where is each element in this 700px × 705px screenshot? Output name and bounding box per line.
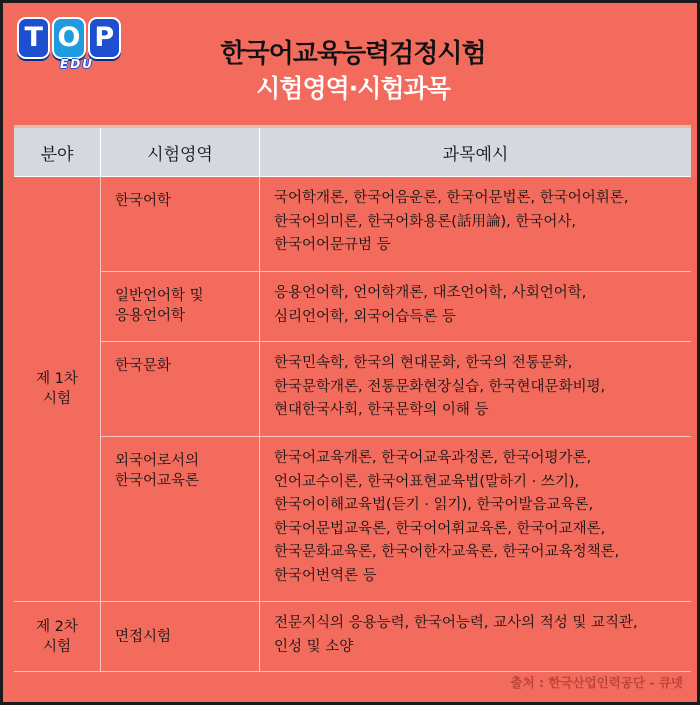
subjects-cell (260, 272, 692, 342)
subjects-text: 언어교수이론, 한국어표현교육법(말하기 · 쓰기), (274, 473, 580, 490)
category-cell (14, 177, 101, 602)
table-row (14, 342, 691, 437)
table-row (14, 602, 691, 672)
subjects-text: 한국문학개론, 전통문화현장실습, 한국현대문화비평, (274, 378, 606, 395)
area-text: 일반언어학 및 (115, 288, 204, 304)
category-text: 시험 (42, 391, 71, 407)
column-header-area: 시험영역 (101, 127, 260, 177)
exam-table (14, 125, 691, 672)
category-text: 제 1차 (36, 371, 78, 387)
subjects-text: 한국민속학, 한국의 현대문화, 한국의 전통문화, (274, 355, 573, 371)
logo-letter: T (17, 17, 50, 59)
category-cell (14, 602, 101, 672)
subjects-cell (260, 602, 692, 672)
source-credit: 출처 : 한국산업인력공단 - 큐넷 (510, 675, 683, 690)
area-cell (101, 437, 260, 602)
subjects-text: 한국어이해교육법(듣기 · 읽기), 한국어발음교육론, (274, 497, 594, 513)
area-text: 면접시험 (115, 628, 172, 645)
subjects-text: 응용언어학, 언어학개론, 대조언어학, 사회언어학, (274, 285, 587, 301)
area-text: 응용언어학 (115, 308, 186, 324)
subjects-text: 인성 및 소양 (274, 638, 354, 655)
subjects-text: 현대한국사회, 한국문학의 이해 등 (274, 402, 489, 418)
column-header-subjects: 과목예시 (260, 127, 692, 177)
category-text: 제 2차 (36, 618, 78, 635)
table-row (14, 272, 691, 342)
subjects-text: 한국어교육개론, 한국어교육과정론, 한국어평가론, (274, 450, 592, 466)
logo-letter: O (52, 17, 85, 59)
subjects-cell (260, 342, 692, 437)
column-header-field: 분야 (14, 127, 101, 177)
area-cell (101, 272, 260, 342)
subjects-text: 국어학개론, 한국어음운론, 한국어문법론, 한국어어휘론, (274, 190, 629, 206)
table-row (14, 437, 691, 602)
subjects-text: 한국어문법교육론, 한국어어휘교육론, 한국어교재론, (274, 520, 606, 537)
category-text: 시험 (42, 638, 71, 655)
area-text: 한국어학 (115, 193, 172, 209)
page-subtitle: 시험영역·시험과목 (256, 74, 450, 103)
subjects-text: 심리언어학, 외국어습득론 등 (274, 308, 456, 325)
subjects-text: 한국어의미론, 한국어화용론(話用論), 한국어사, (274, 213, 576, 230)
area-text: 한국문화 (115, 358, 172, 374)
area-cell (101, 342, 260, 437)
area-text: 외국어로서의 (115, 453, 200, 469)
subjects-text: 한국문화교육론, 한국어한자교육론, 한국어교육정책론, (274, 544, 620, 560)
subjects-cell (260, 177, 692, 272)
page-title: 한국어교육능력검정시험 (220, 39, 486, 69)
area-text: 한국어교육론 (115, 473, 200, 489)
table-row (14, 177, 691, 272)
subjects-text: 한국어어문규범 등 (274, 237, 391, 253)
area-cell (101, 602, 260, 672)
table-header-row (14, 127, 691, 177)
subjects-text: 전문지식의 응용능력, 한국어능력, 교사의 적성 및 교직관, (274, 615, 638, 631)
area-cell (101, 177, 260, 272)
subjects-text: 한국어번역론 등 (274, 567, 377, 584)
logo-sub: EDU (60, 57, 94, 71)
subjects-cell (260, 437, 692, 602)
logo-letter: P (88, 17, 121, 59)
